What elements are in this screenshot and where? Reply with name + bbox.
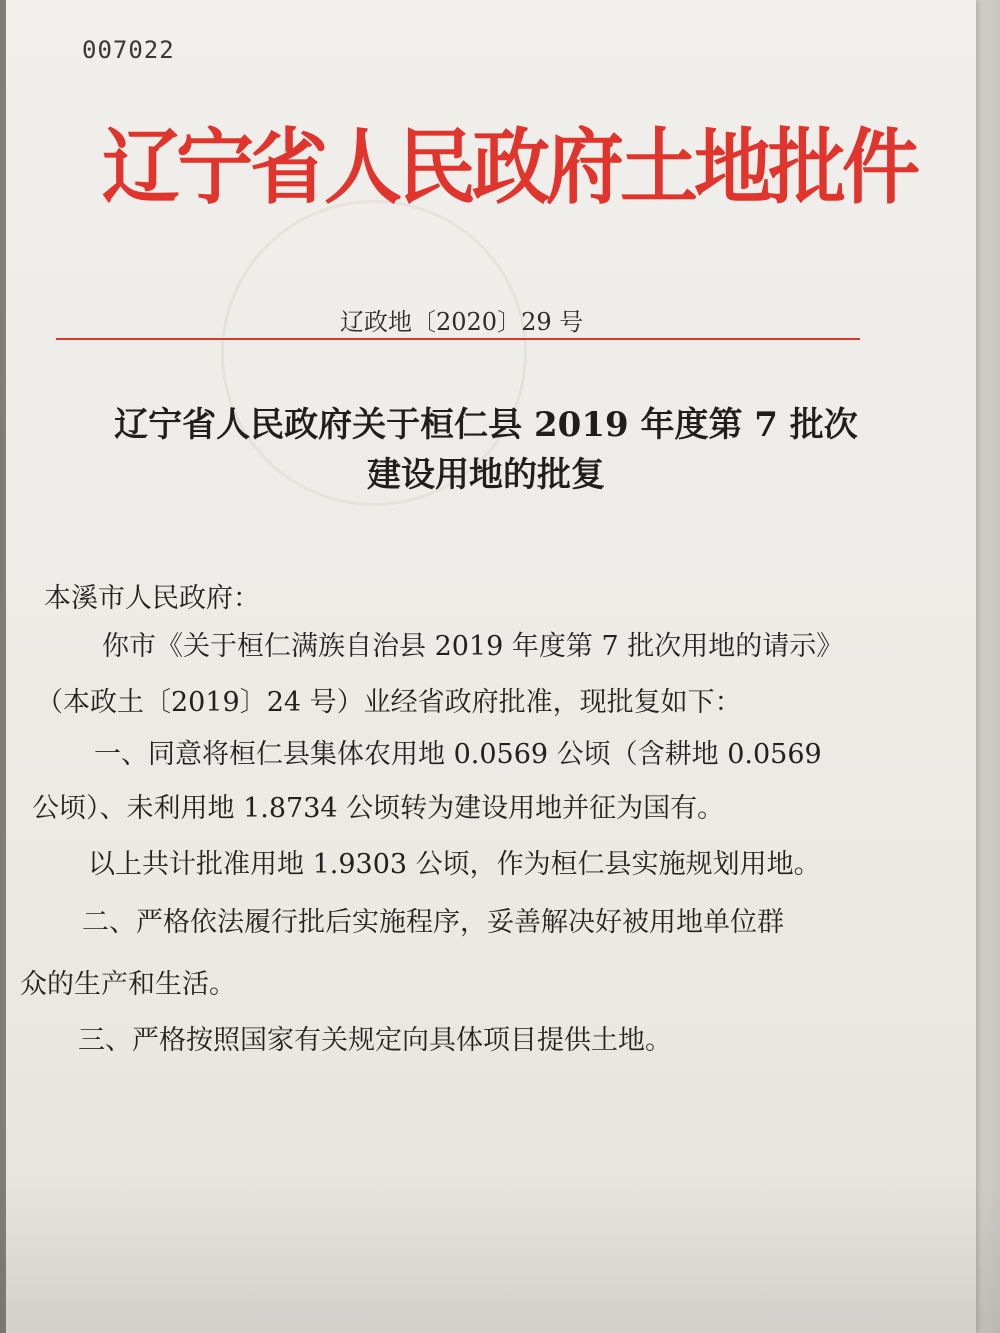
issue-number: 辽政地〔2020〕29 号: [340, 308, 584, 336]
heading-line-1: 辽宁省人民政府关于桓仁县 2019 年度第 7 批次: [114, 405, 858, 445]
red-divider-rule: [56, 338, 860, 340]
document-heading: [46, 400, 926, 500]
paragraph-line: 众的生产和生活。: [20, 969, 236, 1000]
heading-line-2: 建设用地的批复: [367, 455, 605, 495]
paragraph-line: 你市《关于桓仁满族自治县 2019 年度第 7 批次用地的请示》: [102, 631, 844, 662]
paragraph-line: 公顷）、未利用地 1.8734 公顷转为建设用地并征为国有。: [32, 793, 725, 824]
document-page: [6, 0, 976, 1333]
paragraph-line: （本政土〔2019〕24 号）业经省政府批准，现批复如下：: [36, 687, 742, 718]
issuer-title: 辽宁省人民政府土地批件: [102, 120, 917, 216]
paragraph-line: 一、同意将桓仁县集体农用地 0.0569 公顷（含耕地 0.0569: [94, 739, 822, 770]
serial-number: 007022: [82, 36, 175, 64]
paragraph-line: 以上共计批准用地 1.9303 公顷，作为桓仁县实施规划用地。: [88, 849, 821, 880]
recipient-line: 本溪市人民政府：: [44, 583, 260, 614]
paragraph-line: 二、严格依法履行批后实施程序，妥善解决好被用地单位群: [82, 907, 784, 938]
paragraph-line: 三、严格按照国家有关规定向具体项目提供土地。: [78, 1025, 672, 1056]
